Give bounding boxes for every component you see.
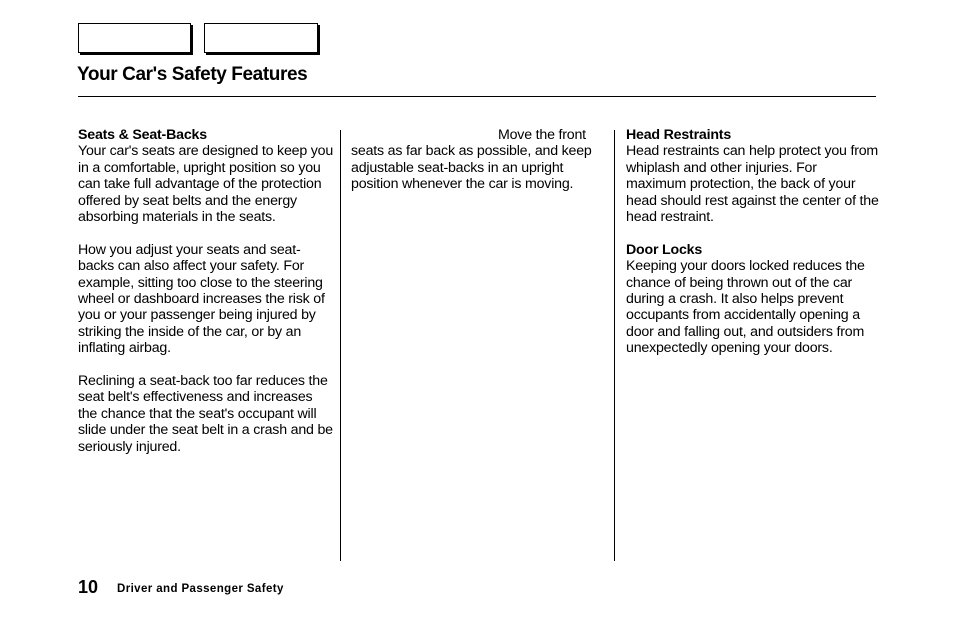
paragraph: Reclining a seat-back too far reduces the seat belt's effectiveness and increases the chance that the seat's occupant will slide under the seat belt in a crash and be seriously injured. bbox=[78, 373, 333, 455]
paragraph: seats as far back as possible, and keep adjustable seat-backs in an upright position whenever the car is moving. bbox=[351, 143, 592, 193]
section-heading-door-locks: Door Locks bbox=[626, 241, 703, 258]
page-number: 10 bbox=[78, 577, 99, 597]
paragraph: Head restraints can help protect you from whiplash and other injuries. For maximum protection, the back of your head should rest against the center of the head restraint. bbox=[626, 143, 879, 226]
paragraph: Keeping your doors locked reduces the chance of being thrown out of the car during a crash. It also helps prevent occupants from accidentally opening a door and falling out, and outsiders from unexpectedly opening your doors. bbox=[626, 258, 865, 357]
page-title: Your Car's Safety Features bbox=[77, 64, 308, 85]
column-restraints-locks bbox=[626, 127, 880, 373]
paragraph: How you adjust your seats and seat-backs can also affect your safety. For example, sitting too close to the steering wheel or dashboard increases the risk of you or your passenger being injured by striking the inside of the car, or by an inflating airbag. bbox=[78, 241, 325, 357]
section-footer: Driver and Passenger Safety bbox=[117, 583, 284, 595]
column-seats bbox=[78, 127, 334, 471]
column-divider bbox=[614, 130, 615, 561]
column-seat-position bbox=[351, 127, 599, 209]
column-divider bbox=[340, 130, 341, 561]
section-heading-seats: Seats & Seat-Backs bbox=[78, 127, 207, 143]
section-heading-head-restraints: Head Restraints bbox=[626, 127, 732, 143]
title-divider bbox=[78, 96, 876, 97]
paragraph-lead: Move the front bbox=[498, 127, 586, 143]
nav-button-previous[interactable] bbox=[78, 23, 191, 53]
nav-button-next[interactable] bbox=[204, 23, 318, 53]
paragraph: Your car's seats are designed to keep you in a comfortable, upright position so you can take full advantage of the protection offered by seat belts and the energy absorbing materials in the seats. bbox=[78, 143, 334, 226]
